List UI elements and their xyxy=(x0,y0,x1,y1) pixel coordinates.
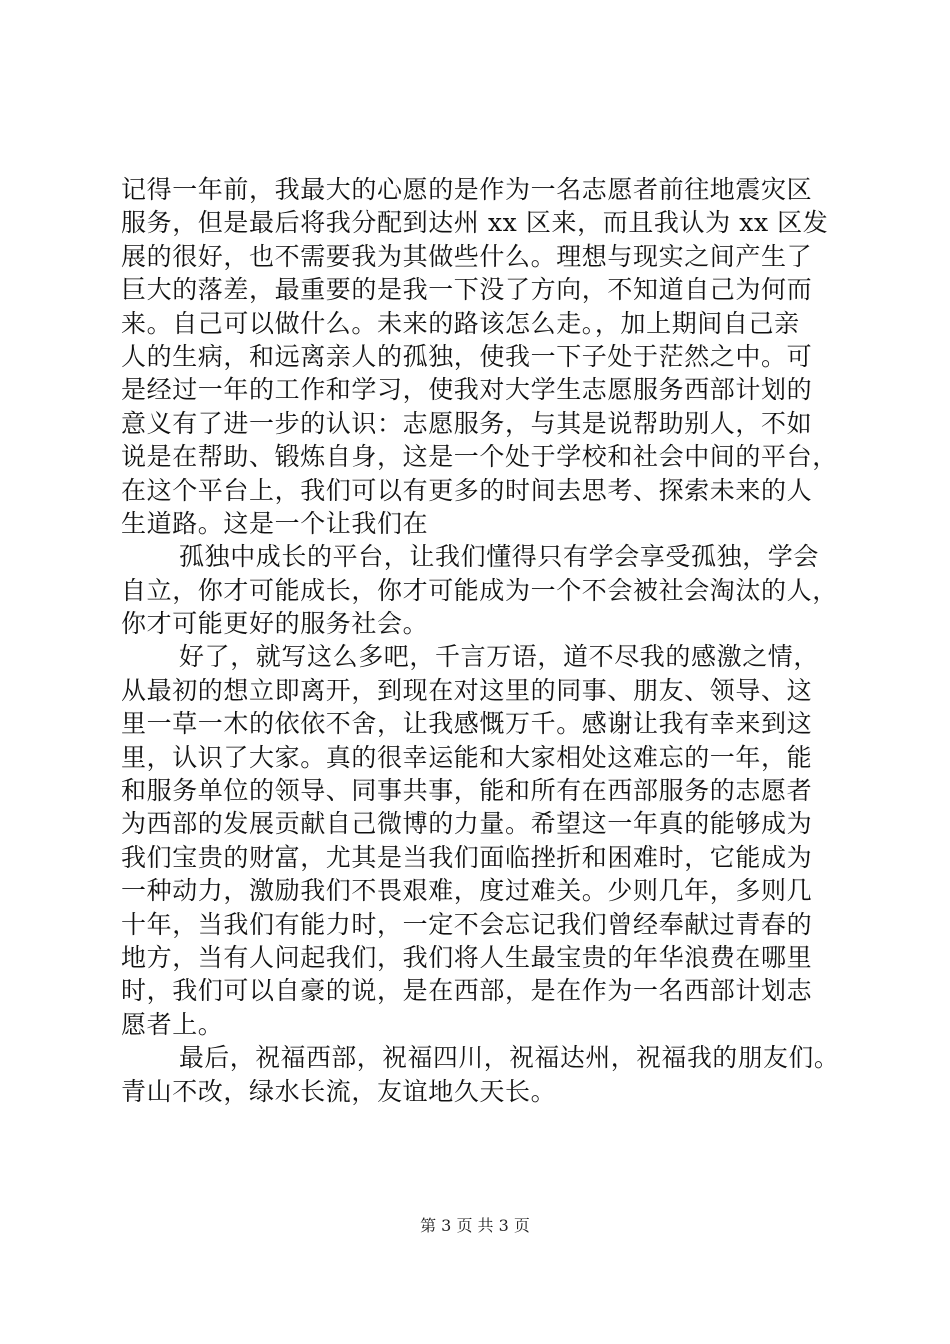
text-line: 一种动力，激励我们不畏艰难，度过难关。少则几年，多则几 xyxy=(121,876,813,906)
text-line: 是经过一年的工作和学习，使我对大学生志愿服务西部计划的 xyxy=(121,375,813,405)
text-line: 展的很好，也不需要我为其做些什么。理想与现实之间产生了 xyxy=(121,241,813,271)
body-text xyxy=(121,173,843,1108)
text-line: 最后，祝福西部，祝福四川，祝福达州，祝福我的朋友们。 xyxy=(179,1043,840,1073)
text-line: 你才可能更好的服务社会。 xyxy=(121,609,429,639)
text-line: 从最初的想立即离开，到现在对这里的同事、朋友、领导、这 xyxy=(121,675,813,705)
text-line: 时，我们可以自豪的说，是在西部，是在作为一名西部计划志 xyxy=(121,976,813,1006)
text-line: 自立，你才可能成长，你才可能成为一个不会被社会淘汰的人， xyxy=(121,575,838,605)
text-line: 我们宝贵的财富，尤其是当我们面临挫折和困难时，它能成为 xyxy=(121,842,813,872)
text-line: 里一草一木的依依不舍，让我感慨万千。感谢让我有幸来到这 xyxy=(121,709,813,739)
text-line: 在这个平台上，我们可以有更多的时间去思考、探索未来的人 xyxy=(121,475,813,505)
text-line: 人的生病，和远离亲人的孤独，使我一下子处于茫然之中。可 xyxy=(121,341,813,371)
text-line: 十年，当我们有能力时，一定不会忘记我们曾经奉献过青春的 xyxy=(121,909,813,939)
text-line: 好了，就写这么多吧，千言万语，道不尽我的感激之情， xyxy=(179,642,820,672)
text-line: 为西部的发展贡献自己微博的力量。希望这一年真的能够成为 xyxy=(121,809,813,839)
text-line: 地方，当有人问起我们，我们将人生最宝贵的年华浪费在哪里 xyxy=(121,942,813,972)
text-line: 记得一年前，我最大的心愿的是作为一名志愿者前往地震灾区 xyxy=(121,175,813,204)
text-line: 服务，但是最后将我分配到达州 xx 区来，而且我认为 xx 区发 xyxy=(121,208,829,238)
text-line: 来。自己可以做什么。未来的路该怎么走。，加上期间自己亲 xyxy=(121,308,800,338)
text-line: 意义有了进一步的认识：志愿服务，与其是说帮助别人，不如 xyxy=(121,408,813,438)
text-line: 巨大的落差，最重要的是我一下没了方向，不知道自己为何而 xyxy=(121,275,813,305)
page-footer: 第 3 页 共 3 页 xyxy=(420,1216,530,1235)
text-line: 生道路。这是一个让我们在 xyxy=(121,508,429,538)
text-line: 孤独中成长的平台，让我们懂得只有学会享受孤独，学会 xyxy=(179,542,820,572)
text-line: 愿者上。 xyxy=(121,1009,224,1039)
text-line: 和服务单位的领导、同事共事，能和所有在西部服务的志愿者 xyxy=(121,776,813,806)
text-line: 青山不改，绿水长流，友谊地久天长。 xyxy=(121,1076,557,1106)
text-line: 说是在帮助、锻炼自身，这是一个处于学校和社会中间的平台， xyxy=(121,442,838,472)
text-line: 里，认识了大家。真的很幸运能和大家相处这难忘的一年，能 xyxy=(121,742,813,772)
